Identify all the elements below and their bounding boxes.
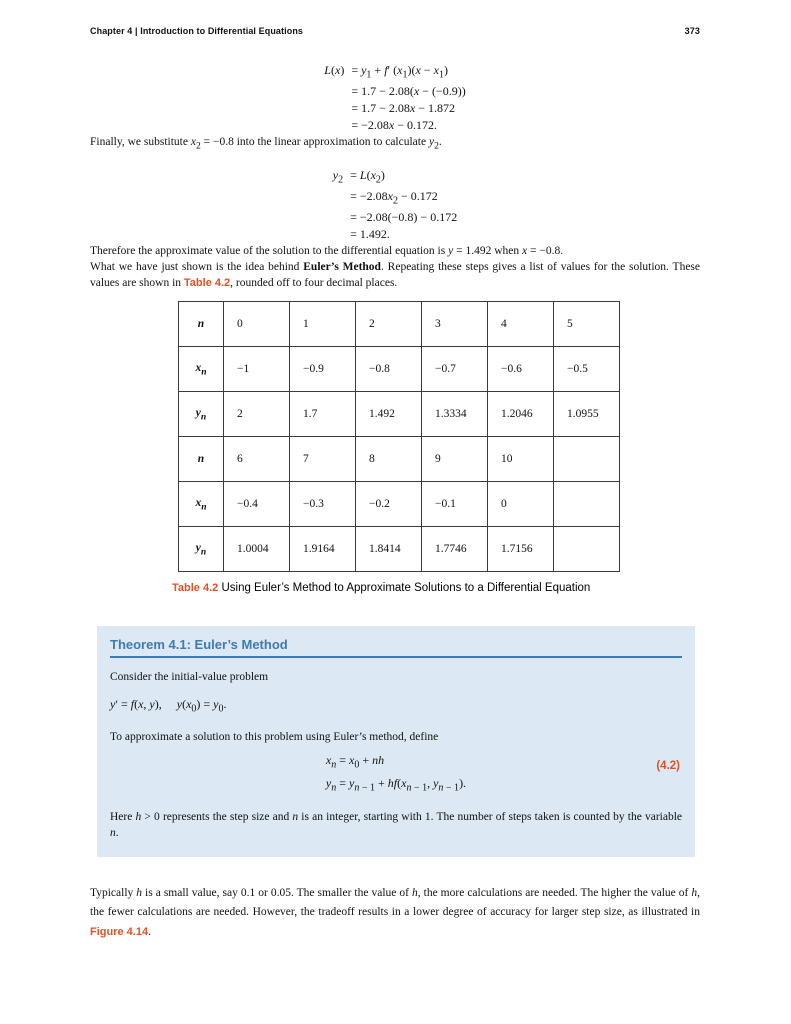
theorem-paragraph-3: Here h > 0 represents the step size and n is an integer, starting with 1. The number of steps taken is counted by the variable n. — [110, 810, 682, 839]
equation-line: = 1.7 − 2.08(x − (−0.9)) — [351, 84, 466, 99]
table-cell: 8 — [356, 437, 422, 482]
equation-number: (4.2) — [656, 759, 680, 772]
table-cell: 3 — [422, 302, 488, 347]
table-cell: 1.8414 — [356, 527, 422, 572]
equation-line: $y_n = y_{n - 1} + hf(x_{n - 1}$, $y_{n - 1}$). — [325, 776, 467, 794]
table-cell: 5 — [554, 302, 620, 347]
table-row — [179, 347, 620, 392]
table-cell: 1.0955 — [554, 392, 620, 437]
table-row — [179, 392, 620, 437]
theorem-box — [97, 626, 695, 856]
chapter-title: Chapter 4 | Introduction to Differential Equations — [90, 26, 304, 36]
table-cell: 1.7156 — [488, 527, 554, 572]
table-cell: −0.5 — [554, 347, 620, 392]
euler-table-body — [179, 302, 620, 572]
table-cell: 10 — [488, 437, 554, 482]
equation-lines — [351, 62, 465, 134]
paragraph-therefore: Therefore the approximate value of the solution to the differential equation is y = 1.492 when x = −0.8. — [90, 245, 564, 258]
table-cell: 0 — [488, 482, 554, 527]
table-cell: 1 — [290, 302, 356, 347]
theorem-title: Theorem 4.1: Euler’s Method — [110, 637, 682, 658]
table-caption-label: Table 4.2 — [172, 582, 219, 595]
table-cell: 2 — [356, 302, 422, 347]
equation-line: = $L(x_2)$ — [350, 167, 385, 186]
table-cell: 4 — [488, 302, 554, 347]
table-cell: −0.8 — [356, 347, 422, 392]
table-row-label: $x_n$ — [179, 347, 224, 392]
table-4-2-link[interactable]: Table 4.2 — [183, 277, 231, 290]
equation-line: = $-2.08x_2 - 0.172$ — [350, 189, 438, 207]
table-cell: −0.3 — [290, 482, 356, 527]
table-row — [179, 482, 620, 527]
table-cell: −0.1 — [422, 482, 488, 527]
figure-4-14-link[interactable]: Figure 4.14 — [90, 925, 149, 938]
table-row-label: $y_n$ — [179, 392, 224, 437]
equation-line: = −2.08(−0.8) − 0.172 — [350, 210, 458, 225]
paragraph-substitute: Finally, we substitute $x_2 = -0.8$ into the linear approximation to calculate $y_2$. — [90, 136, 442, 152]
table-cell: 1.7746 — [422, 527, 488, 572]
euler-method-table — [178, 301, 620, 572]
equation-lines — [326, 751, 466, 798]
equation-line: = 1.492. — [350, 227, 390, 242]
table-cell — [554, 527, 620, 572]
table-caption-text: Using Euler’s Method to Approximate Solutions to a Differential Equation — [218, 582, 591, 595]
table-cell: 1.492 — [356, 392, 422, 437]
table-row-label: $y_n$ — [179, 527, 224, 572]
equation-lhs: $y_2$ — [332, 167, 344, 186]
equation-line: = $y_1 + f'$ $(x_1)(x - x_1)$ — [351, 63, 448, 81]
table-row-label: $x_n$ — [179, 482, 224, 527]
theorem-ivp-equation: y′ = f(x, y), $y(x_0) = y_0$. — [110, 697, 227, 715]
table-cell: −0.9 — [290, 347, 356, 392]
table-cell: −0.6 — [488, 347, 554, 392]
theorem-paragraph-1: Consider the initial-value problem — [110, 671, 269, 684]
table-row — [179, 302, 620, 347]
table-caption — [172, 581, 604, 596]
running-header — [90, 26, 700, 36]
equation-line: = −2.08x − 0.172. — [351, 118, 437, 133]
table-cell: −1 — [224, 347, 290, 392]
table-cell: −0.7 — [422, 347, 488, 392]
table-cell: 2 — [224, 392, 290, 437]
table-cell: −0.4 — [224, 482, 290, 527]
theorem-paragraph-2: To approximate a solution to this problem using Euler’s method, define — [110, 730, 439, 743]
table-cell: 1.2046 — [488, 392, 554, 437]
numbered-equation — [110, 751, 682, 798]
table-cell: 1.7 — [290, 392, 356, 437]
equation-line: = 1.7 − 2.08x − 1.872 — [351, 101, 455, 116]
table-cell: 1.3334 — [422, 392, 488, 437]
table-cell: 7 — [290, 437, 356, 482]
equation-lines — [350, 167, 457, 244]
table-cell — [554, 482, 620, 527]
table-row — [179, 527, 620, 572]
equation-line: $x_n = x_0$ + nh — [325, 752, 385, 771]
equation-block-y2 — [333, 167, 457, 244]
table-cell: 9 — [422, 437, 488, 482]
table-row-label: n — [179, 437, 224, 482]
table-cell: 6 — [224, 437, 290, 482]
paragraph-step-size: Typically h is a small value, say 0.1 or 0.05. The smaller the value of h, the more calculations are needed. The higher the value of h, the fewer calculations are needed. However, the tradeoff results in a lower degree of accuracy for larger step size, as illustrated in Figure 4.14. — [90, 886, 700, 938]
equation-block-linear-approx — [324, 62, 465, 134]
table-cell — [554, 437, 620, 482]
table-row-label: n — [179, 302, 224, 347]
table-cell: 0 — [224, 302, 290, 347]
table-row — [179, 437, 620, 482]
table-cell: −0.2 — [356, 482, 422, 527]
table-cell: 1.9164 — [290, 527, 356, 572]
table-cell: 1.0004 — [224, 527, 290, 572]
page-number: 373 — [684, 26, 700, 36]
equation-lhs: L(x) — [324, 63, 345, 77]
paragraph-idea: What we have just shown is the idea behind Euler’s Method. Repeating these steps gives a list of values for the solution. These values are shown in Table 4.2, rounded off to four decimal places. — [90, 261, 701, 290]
